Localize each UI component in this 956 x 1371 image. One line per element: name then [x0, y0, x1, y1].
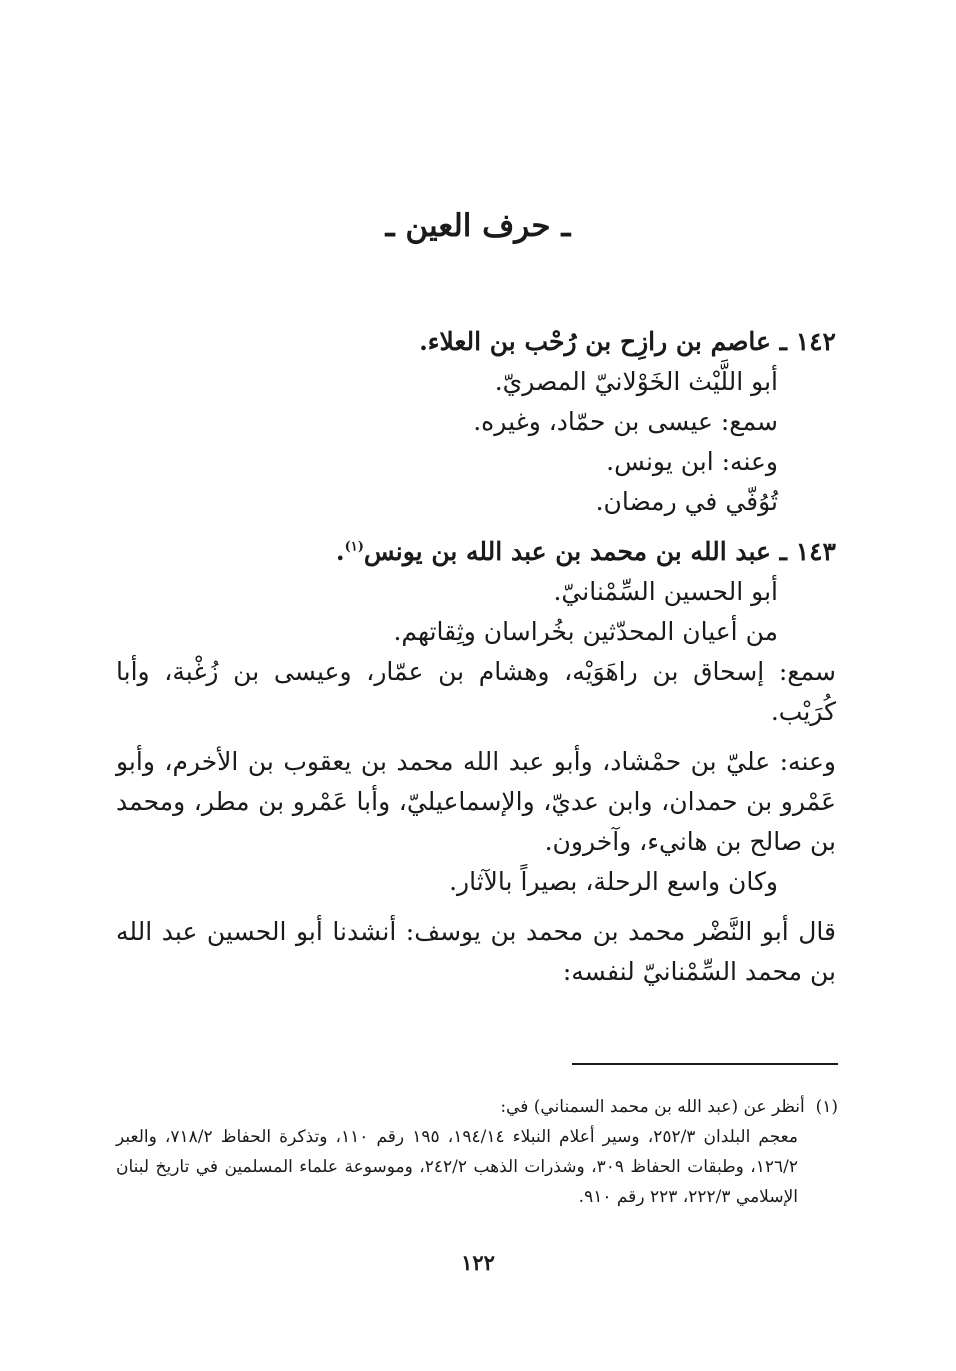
footnote-1-intro: أنظر عن (عبد الله بن محمد السمناني) في:	[500, 1097, 805, 1117]
paragraph-gap	[116, 902, 836, 912]
entry-142-students: وعنه: ابن يونس.	[606, 447, 778, 476]
footnote-1-sources: معجم البلدان ٢٥٢/٣، وسير أعلام النبلاء ١٩٤/١٤، ١٩٥ رقم ١١٠، وتذكرة الحفاظ ٧١٨/٢، والعبر ١٢٦/٢، وطبقات الحفاظ ٣٠٩، وشذرات الذهب ٢٤٢/٢، وموسوعة علماء المسلمين في تاريخ لبنان الإسلامي ٢٢٢/٣، ٢٢٣ رقم ٩١٠.	[116, 1127, 799, 1207]
entry-gap	[116, 522, 836, 532]
footnote-divider	[572, 1063, 838, 1065]
entry-143-travel: وكان واسع الرحلة، بصيراً بالآثار.	[449, 867, 778, 896]
entry-143-teachers: سمع: إسحاق بن راهَوَيْه، وهشام بن عمّار، وعيسى بن زُغْبة، وأبا كُرَيْب.	[116, 657, 836, 726]
footnote-ref: (١)	[344, 539, 364, 555]
body-text	[116, 322, 836, 992]
footnote-1-marker: (١)	[815, 1097, 838, 1117]
page-number: ١٢٢	[461, 1250, 495, 1275]
paragraph-gap	[116, 732, 836, 742]
footnotes	[116, 1092, 838, 1212]
entry-143-heading	[116, 532, 836, 572]
entry-143-description: من أعيان المحدّثين بخُراسان وثِقاتهم.	[393, 617, 778, 646]
entry-143-poetry-intro: قال أبو النَّضْر محمد بن محمد بن يوسف: أنشدنا أبو الحسين عبد الله بن محمد السِّمْنانيّ لنفسه:	[116, 917, 836, 986]
entry-142-heading: ١٤٢ ـ عاصم بن رازِح بن رُحْب بن العلاء.	[419, 327, 836, 356]
entry-143-students: وعنه: عليّ بن حمْشاد، وأبو عبد الله محمد بن يعقوب بن الأخرم، وأبو عَمْرو بن حمدان، وابن عديّ، والإسماعيليّ، وأبا عَمْرو بن مطر، ومحمد بن صالح بن هانيء، وآخرون.	[116, 747, 836, 856]
entry-143-heading-text: ١٤٣ ـ عبد الله بن محمد بن عبد الله بن يونس	[363, 537, 836, 566]
footnote-1-head	[116, 1092, 838, 1122]
entry-142-death: تُوُفّي في رمضان.	[595, 487, 778, 516]
entry-143-heading-end: .	[335, 537, 345, 566]
entry-142-teachers: سمع: عيسى بن حمّاد، وغيره.	[473, 407, 778, 436]
chapter-title: ـ حرف العين ـ	[385, 208, 571, 244]
entry-143-kunya: أبو الحسين السِّمْنانيّ.	[553, 577, 778, 606]
entry-142-kunya: أبو اللَّيْث الخَوْلانيّ المصريّ.	[494, 367, 778, 396]
